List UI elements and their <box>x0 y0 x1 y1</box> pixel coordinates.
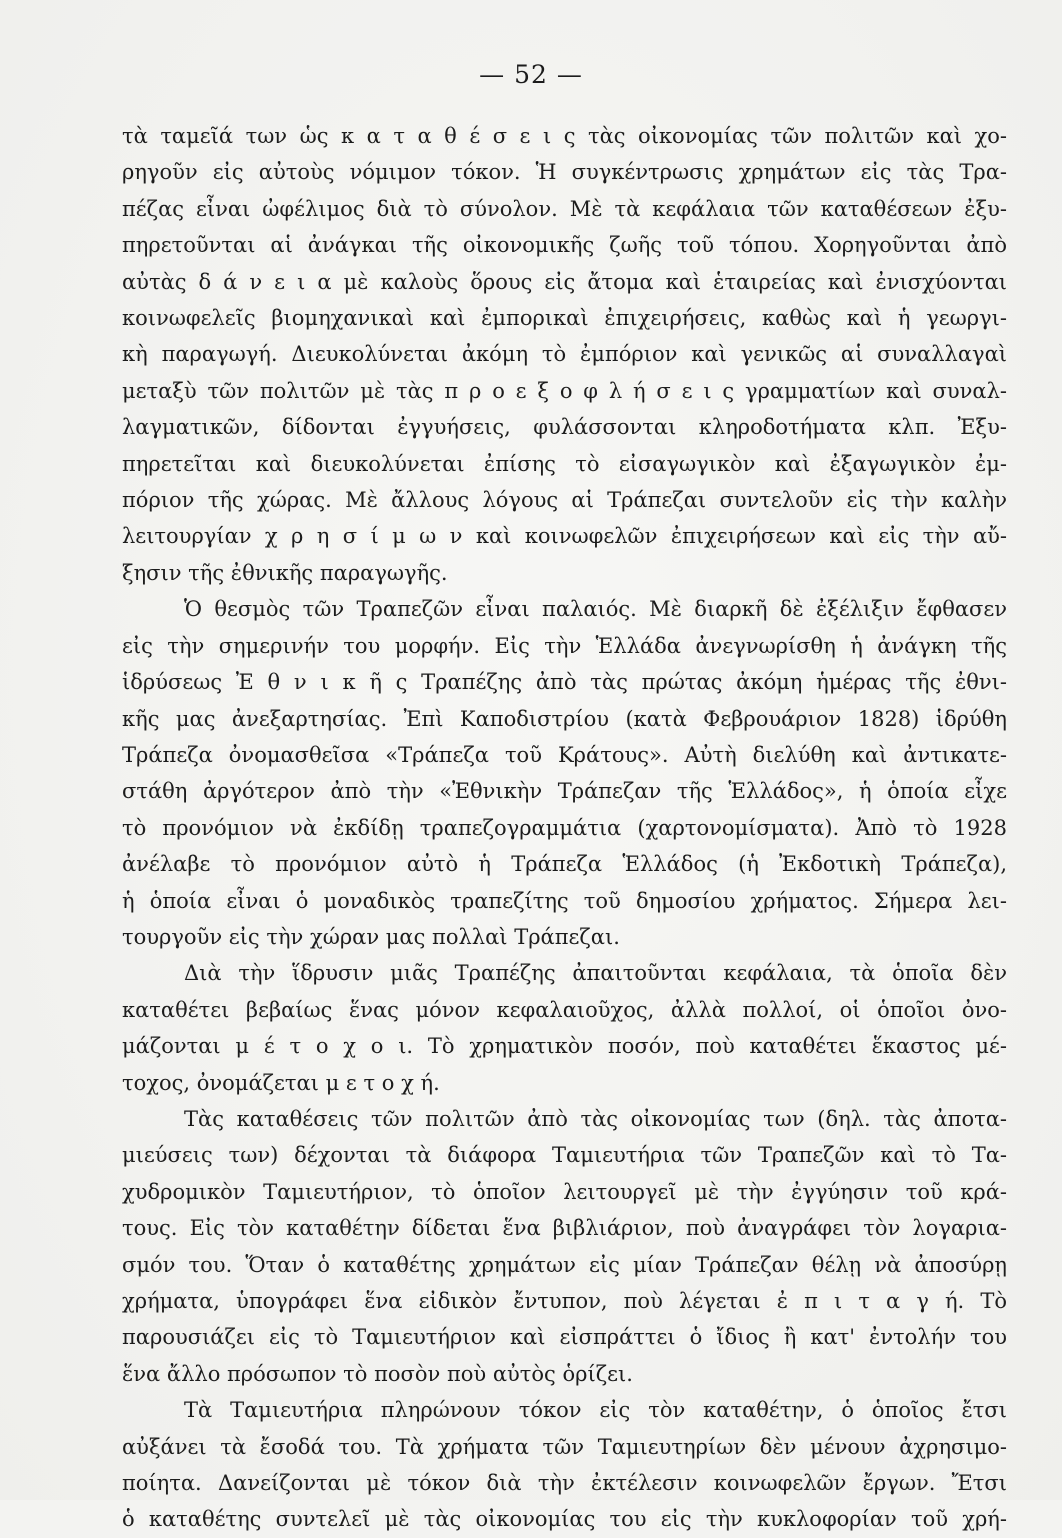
paragraph-3 <box>122 955 1007 1101</box>
text-line: Ὁ θεσμὸς τῶν Τραπεζῶν εἶναι παλαιός. Μὲ διαρκῆ δὲ ἐξέλιξιν ἔφθασεν <box>184 597 1007 622</box>
text-line: μιεύσεις των) δέχονται τὰ διάφορα Ταμιευτήρια τῶν Τραπεζῶν καὶ τὸ Τα- <box>122 1143 1007 1168</box>
text-line: τοχος, ὀνομάζεται μ ε τ ο χ ή. <box>122 1070 440 1095</box>
text-line: ρηγοῦν εἰς αὐτοὺς νόμιμον τόκον. Ἡ συγκέντρωσις χρημάτων εἰς τὰς Τρα- <box>122 160 1007 185</box>
page-number: — 52 — <box>479 60 583 89</box>
text-line: καταθέτει βεβαίως ἕνας μόνον κεφαλαιοῦχος, ἀλλὰ πολλοί, οἱ ὁποῖοι ὀνο- <box>122 997 1007 1022</box>
text-line: πέζας εἶναι ὠφέλιμος διὰ τὸ σύνολον. Μὲ τὰ κεφάλαια τῶν καταθέσεων ἐξυ- <box>122 196 1007 221</box>
body-text <box>122 118 1007 1538</box>
text-line: τουργοῦν εἰς τὴν χώραν μας πολλαὶ Τράπεζαι. <box>122 924 620 949</box>
text-line: χρήματα, ὑπογράφει ἕνα εἰδικὸν ἔντυπον, ποὺ λέγεται ἐ π ι τ α γ ή. Τὸ <box>122 1289 1007 1313</box>
paragraph-2 <box>122 591 1007 955</box>
text-line: ποίητα. Δανείζονται μὲ τόκον διὰ τὴν ἐκτέλεσιν κοινωφελῶν ἔργων. Ἔτσι <box>122 1471 1007 1496</box>
paragraph-5 <box>122 1392 1007 1538</box>
text-line: κῆς μας ἀνεξαρτησίας. Ἐπὶ Καποδιστρίου (κατὰ Φεβρουάριον 1828) ἱδρύθη <box>122 706 1007 731</box>
text-line: λαγματικῶν, δίδονται ἐγγυήσεις, φυλάσσονται κληροδοτήματα κλπ. Ἐξυ- <box>122 415 1007 440</box>
text-line: λειτουργίαν χ ρ η σ ί μ ω ν καὶ κοινωφελῶν ἐπιχειρήσεων καὶ εἰς τὴν αὔ- <box>122 524 1007 549</box>
text-line: κὴ παραγωγή. Διευκολύνεται ἀκόμη τὸ ἐμπόριον καὶ γενικῶς αἱ συναλλαγαὶ <box>122 342 1007 367</box>
text-line: παρουσιάζει εἰς τὸ Ταμιευτήριον καὶ εἰσπράττει ὁ ἴδιος ἢ κατ' ἐντολήν του <box>122 1325 1007 1350</box>
text-line: τὰ ταμεῖά των ὡς κ α τ α θ έ σ ε ι ς τὰς οἰκονομίας τῶν πολιτῶν καὶ χο- <box>122 124 1007 148</box>
text-line: κοινωφελεῖς βιομηχανικαὶ καὶ ἐμπορικαὶ ἐπιχειρήσεις, καθὼς καὶ ἡ γεωργι- <box>122 306 1007 331</box>
text-line: ἕνα ἄλλο πρόσωπον τὸ ποσὸν ποὺ αὐτὸς ὁρίζει. <box>122 1361 633 1386</box>
text-line: εἰς τὴν σημερινήν του μορφήν. Εἰς τὴν Ἑλλάδα ἀνεγνωρίσθη ἡ ἀνάγκη τῆς <box>122 633 1007 658</box>
paragraph-1 <box>122 118 1007 591</box>
text-line: Τὰ Ταμιευτήρια πληρώνουν τόκον εἰς τὸν καταθέτην, ὁ ὁποῖος ἔτσι <box>184 1398 1007 1423</box>
paragraph-4 <box>122 1101 1007 1392</box>
text-line: ἡ ὁποία εἶναι ὁ μοναδικὸς τραπεζίτης τοῦ δημοσίου χρήματος. Σήμερα λει- <box>122 888 1007 913</box>
text-line: πηρετοῦνται αἱ ἀνάγκαι τῆς οἰκονομικῆς ζωῆς τοῦ τόπου. Χορηγοῦνται ἀπὸ <box>122 233 1007 258</box>
text-line: μάζονται μ έ τ ο χ ο ι. Τὸ χρηματικὸν ποσόν, ποὺ καταθέτει ἕκαστος μέ- <box>122 1034 1007 1059</box>
text-line: χυδρομικὸν Ταμιευτήριον, τὸ ὁποῖον λειτουργεῖ μὲ τὴν ἐγγύησιν τοῦ κρά- <box>122 1179 1007 1204</box>
text-line: αὐτὰς δ ά ν ε ι α μὲ καλοὺς ὅρους εἰς ἄτομα καὶ ἑταιρείας καὶ ἐνισχύονται <box>122 269 1007 294</box>
text-line: ἱδρύσεως Ἐ θ ν ι κ ῆ ς Τραπέζης ἀπὸ τὰς πρώτας ἀκόμη ἡμέρας τῆς ἐθνι- <box>122 670 1007 695</box>
text-line: πόριον τῆς χώρας. Μὲ ἄλλους λόγους αἱ Τράπεζαι συντελοῦν εἰς τὴν καλὴν <box>122 488 1007 513</box>
text-line: ξησιν τῆς ἐθνικῆς παραγωγῆς. <box>122 560 448 585</box>
text-line: Διὰ τὴν ἵδρυσιν μιᾶς Τραπέζης ἀπαιτοῦνται κεφάλαια, τὰ ὁποῖα δὲν <box>184 961 1007 986</box>
text-line: πηρετεῖται καὶ διευκολύνεται ἐπίσης τὸ εἰσαγωγικὸν καὶ ἐξαγωγικὸν ἐμ- <box>122 451 1007 476</box>
text-line: τὸ προνόμιον νὰ ἐκδίδῃ τραπεζογραμμάτια (χαρτονομίσματα). Ἀπὸ τὸ 1928 <box>122 815 1007 840</box>
text-line: Τὰς καταθέσεις τῶν πολιτῶν ἀπὸ τὰς οἰκονομίας των (δηλ. τὰς ἀποτα- <box>184 1106 1007 1131</box>
text-line: σμόν του. Ὅταν ὁ καταθέτης χρημάτων εἰς μίαν Τράπεζαν θέλῃ νὰ ἀποσύρῃ <box>122 1252 1007 1277</box>
text-line: αὐξάνει τὰ ἔσοδά του. Τὰ χρήματα τῶν Ταμιευτηρίων δὲν μένουν ἀχρησιμο- <box>122 1434 1007 1459</box>
text-line: μεταξὺ τῶν πολιτῶν μὲ τὰς π ρ ο ε ξ ο φ λ ή σ ε ι ς γραμματίων καὶ συναλ- <box>122 378 1007 403</box>
text-line: ὁ καταθέτης συντελεῖ μὲ τὰς οἰκονομίας του εἰς τὴν κυκλοφορίαν τοῦ χρή- <box>122 1507 1007 1532</box>
text-line: Τράπεζα ὀνομασθεῖσα «Τράπεζα τοῦ Κράτους». Αὐτὴ διελύθη καὶ ἀντικατε- <box>122 742 1007 767</box>
text-line: ἀνέλαβε τὸ προνόμιον αὐτὸ ἡ Τράπεζα Ἑλλάδος (ἡ Ἐκδοτικὴ Τράπεζα), <box>122 852 1007 877</box>
text-line: στάθη ἀργότερον ἀπὸ τὴν «Ἐθνικὴν Τράπεζαν τῆς Ἑλλάδος», ἡ ὁποία εἶχε <box>122 779 1007 804</box>
text-line: τους. Εἰς τὸν καταθέτην δίδεται ἕνα βιβλιάριον, ποὺ ἀναγράφει τὸν λογαρια- <box>122 1216 1007 1241</box>
